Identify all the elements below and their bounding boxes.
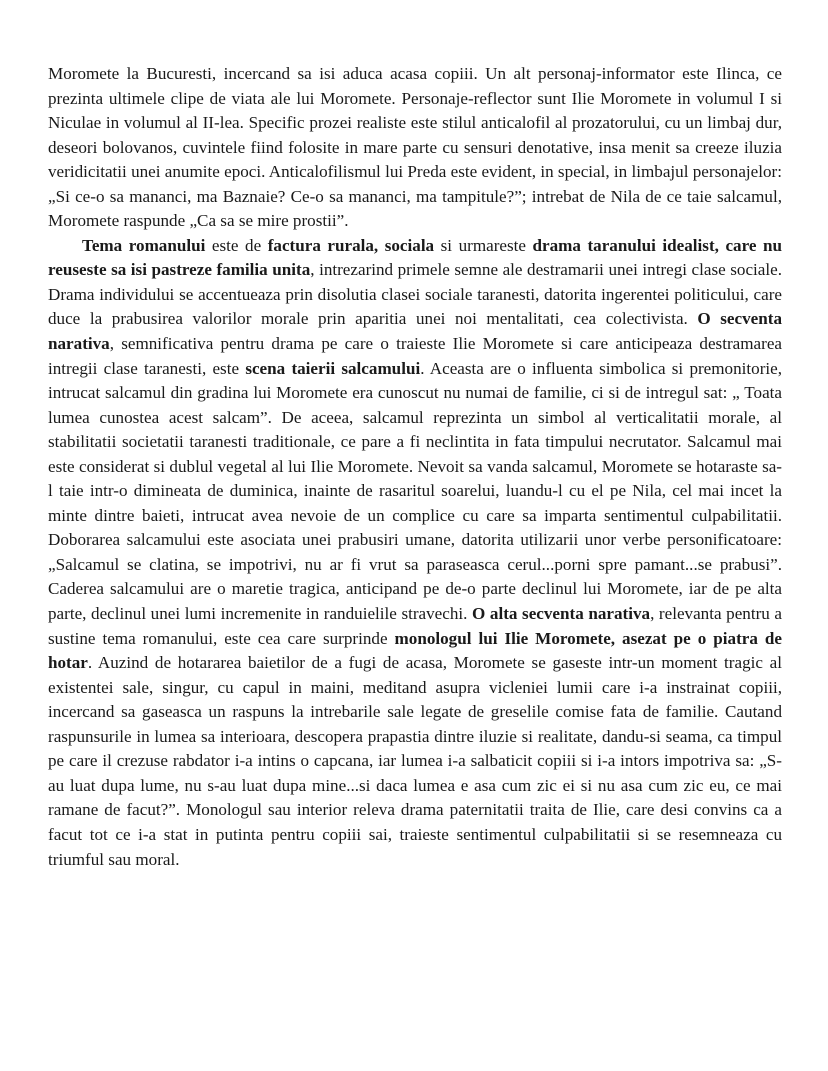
- text-run: , intrezarind primele semne ale destramarii unei intregi clase sociale. Drama individului se accentueaza prin disolutia clasei sociale taranesti, datorita ingerentei politicului, care duce la prabusirea valorilor morale prin aparitia unei noi mentalitati, cea colectivista.: [48, 260, 782, 329]
- paragraph-2: [48, 234, 782, 872]
- bold-text-run: monologul lui Ilie Moromete, asezat pe o piatra de hotar: [48, 628, 782, 673]
- bold-text-run: O alta secventa narativa: [472, 604, 651, 624]
- text-run: este de: [205, 235, 268, 255]
- bold-text-run: drama taranului idealist, care nu reuseste sa isi pastreze familia unita: [48, 235, 782, 280]
- text-run: , relevanta pentru a sustine tema romanului, este cea care surprinde: [48, 604, 782, 648]
- bold-text-run: scena taierii salcamului: [245, 358, 421, 378]
- bold-text-run: O secventa narativa: [48, 309, 782, 354]
- text-run: si urmareste: [434, 235, 533, 255]
- paragraph-1: [48, 62, 782, 234]
- document-page: [48, 62, 782, 872]
- text-run: . Aceasta are o influenta simbolica si premonitorie, intrucat salcamul din gradina lui Moromete era cunoscut nu numai de familie, ci si de intregul sat: „ Toata lumea cunostea acest salcam”. De aceea, salcamul reprezinta un simbol al verticalitatii morale, al stabilitatii societatii taranesti traditionale, ce pare a fi neclintita in fata timpului necrutator. Salcamul mai este considerat si dublul vegetal al lui Ilie Moromete. Nevoit sa vanda salcamul, Moromete se hotaraste sa-l taie intr-o dimineata de duminica, inainte de rasaritul soarelui, luandu-l cu el pe Nila, cel mai incet la minte dintre baieti, intrucat avea nevoie de un complice cu care sa imparta sentimentul culpabilitatii. Doborarea salcamului este asociata unei prabusiri umane, datorita utilizarii unor verbe personificatoare: „Salcamul se clatina, se impotrivi, nu ar fi vrut sa paraseasca cerul...porni spre pamant...se prabusi”. Caderea salcamului are o maretie tragica, anticipand pe de-o parte declinul lui Moromete, iar de pe alta parte, declinul unei lumi incremenite in randuielile stravechi.: [48, 358, 783, 624]
- text-run: , semnificativa pentru drama pe care o traieste Ilie Moromete si care anticipeaza destramarea intregii clase taranesti, este: [48, 334, 782, 378]
- bold-text-run: Tema romanului: [82, 235, 206, 255]
- text-run: Moromete la Bucuresti, incercand sa isi aduca acasa copiii. Un alt personaj-informator este Ilinca, ce prezinta ultimele clipe de viata ale lui Moromete. Personaje-reflector sunt Ilie Moromete in volumul I si Niculae in volumul al II-lea. Specific prozei realiste este stilul anticalofil al prozatorului, cu un limbaj dur, deseori bolovanos, cuvintele fiind folosite in mare parte cu sensuri denotative, insa menit sa creeze iluzia veridicitatii unei anumite epoci. Anticalofilismul lui Preda este evident, in special, in limbajul personajelor: „Si ce-o sa mananci, ma Baznaie? Ce-o sa mananci, ma tampitule?”; intrebat de Nila de ce taie salcamul, Moromete raspunde „Ca sa se mire prostii”.: [48, 64, 782, 231]
- text-run: . Auzind de hotararea baietilor de a fugi de acasa, Moromete se gaseste intr-un moment tragic al existentei sale, singur, cu capul in maini, meditand asupra vicleniei lumii care i-a instrainat copiii, incercand sa gaseasca un raspuns la intrebarile sale legate de greselile comise fata de familie. Cautand raspunsurile in lumea sa interioara, descopera prapastia dintre iluzie si realitate, dandu-si seama, ca timpul pe care il crezuse rabdator i-a intins o capcana, iar lumea i-a salbaticit copiii si i-a intors impotriva sa: „S-au luat dupa lume, nu s-au luat dupa mine...si daca lumea e asa cum zic ei si nu asa cum zic eu, ce mai ramane de facut?”. Monologul sau interior releva drama paternitatii traita de Ilie, care desi convins ca a facut tot ce i-a stat in putinta pentru copiii sai, traieste sentimentul culpabilitatii si se resemneaza cu triumful sau moral.: [48, 653, 782, 869]
- bold-text-run: factura rurala, sociala: [267, 235, 435, 255]
